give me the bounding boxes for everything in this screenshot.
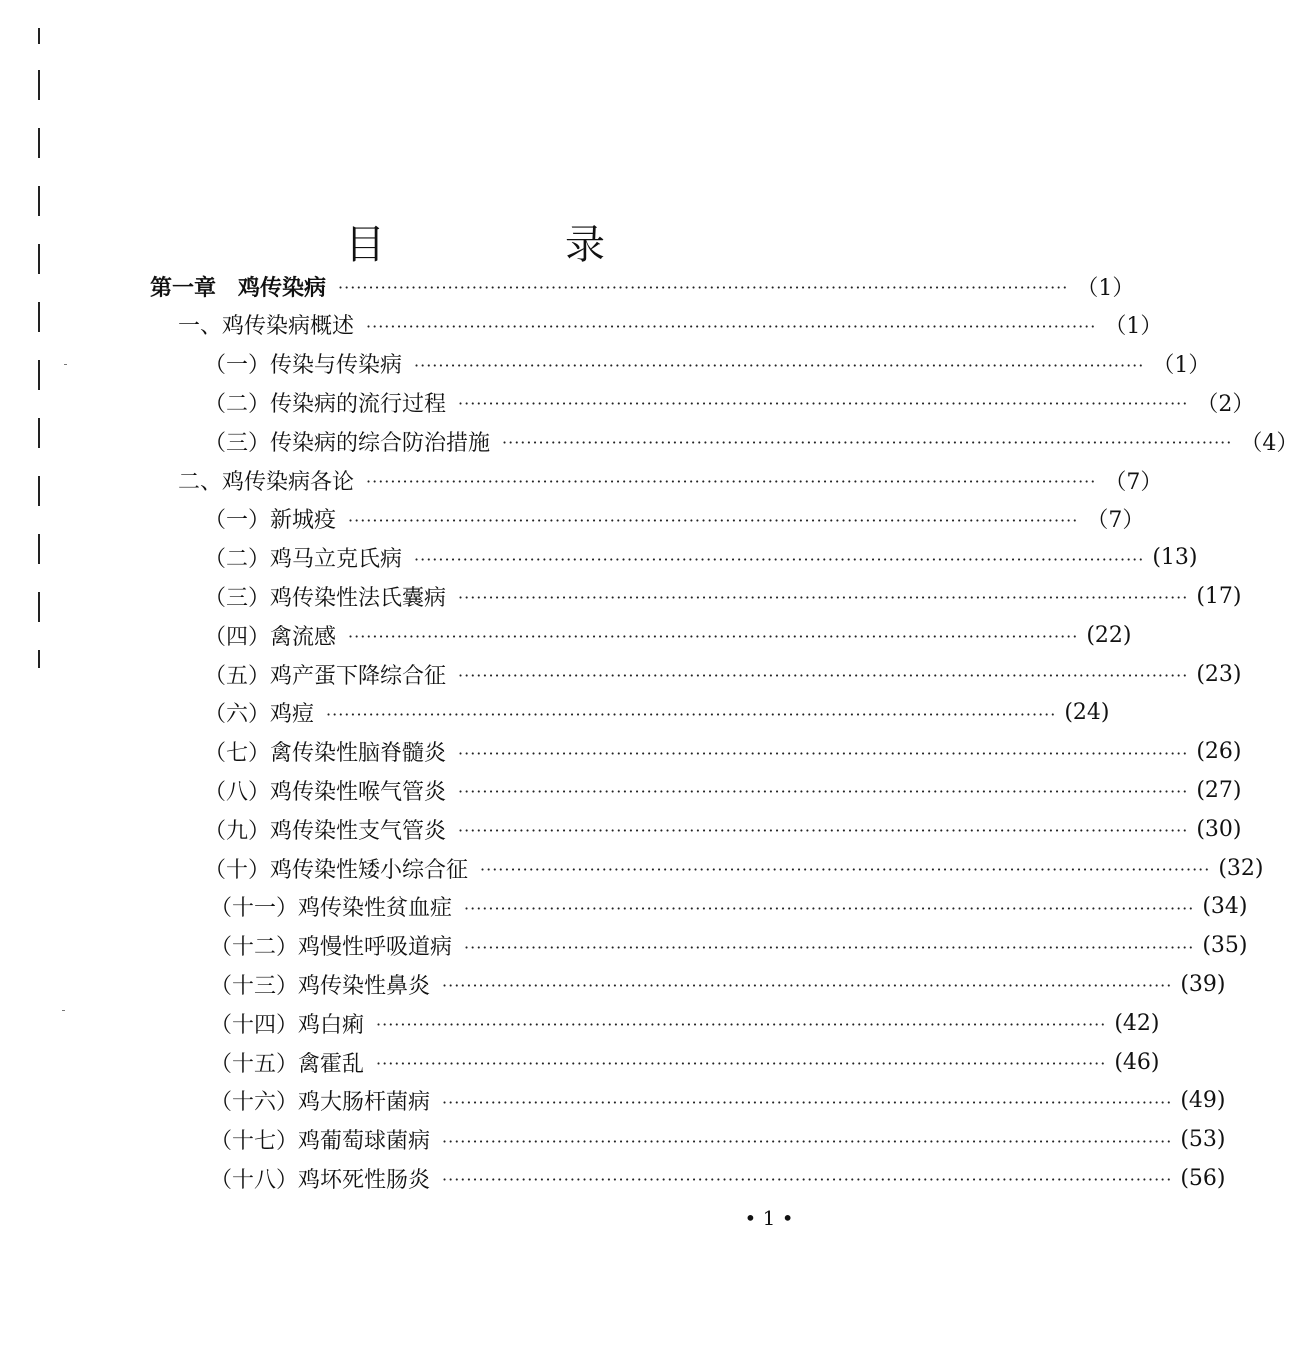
toc-entry-page: (30) [1196,816,1242,842]
toc-subsection-entry [210,889,1248,925]
toc-subsection-entry [204,423,1298,459]
dot-leader: ························································································································ [502,433,1233,453]
toc-entry-title: （十一）鸡传染性贫血症 [210,896,453,922]
toc-entry-title: （一）传染与传染病 [204,353,403,379]
toc-entry-page: (23) [1196,661,1242,687]
toc-subsection-entry [204,695,1110,731]
toc-subsection-entry [204,656,1242,692]
dot-leader: ························································································································ [458,666,1189,685]
toc-entry-title: （十五）禽霍乱 [210,1051,365,1077]
toc-entry-page: (32) [1218,855,1264,881]
dot-leader: ························································································································ [442,1131,1173,1151]
toc-entry-page: (35) [1202,933,1248,959]
dot-leader: ························································································································ [376,1015,1107,1035]
dot-leader: ························································································································ [376,1054,1107,1073]
toc-subsection-entry [204,772,1242,808]
toc-subsection-entry [210,1160,1226,1196]
toc-entry-title: （十）鸡传染性矮小综合征 [204,857,469,883]
toc-subsection-entry [210,1005,1160,1041]
toc-subsection-entry [204,617,1132,653]
toc-section-entry [178,462,1163,498]
toc-subsection-entry [210,928,1248,964]
toc-entry-title: 第一章 鸡传染病 [150,275,327,301]
toc-entry-page: （1） [1076,275,1135,301]
dot-leader: ························································································································ [464,937,1195,957]
dot-leader: ························································································································ [464,898,1195,918]
toc-subsection-entry [210,1122,1226,1158]
toc-subsection-entry [204,346,1211,382]
toc-entry-title: （六）鸡痘 [204,702,315,728]
dot-leader: ························································································································ [458,743,1189,763]
toc-entry-title: （十八）鸡坏死性肠炎 [210,1167,431,1193]
toc-subsection-entry [210,966,1226,1002]
toc-entry-page: （4） [1240,430,1298,456]
dot-leader: ························································································································ [366,316,1097,336]
toc-entry-page: (56) [1180,1165,1226,1191]
dot-leader: ························································································································ [338,278,1069,297]
toc-entry-title: （一）新城疫 [204,508,337,534]
toc-entry-title: （二）鸡马立克氏病 [204,547,403,573]
toc-subsection-entry [204,850,1264,886]
toc-entry-title: （二）传染病的流行过程 [204,391,447,417]
toc-entry-title: （八）鸡传染性喉气管炎 [204,779,447,805]
toc-entry-page: (24) [1064,700,1110,726]
scan-speck [64,364,67,365]
toc-entry-title: （三）鸡传染性法氏囊病 [204,585,447,611]
toc-entry-page: (39) [1180,971,1226,997]
dot-leader: ························································································································ [458,821,1189,841]
toc-subsection-entry [204,540,1198,576]
dot-leader: ························································································································ [366,472,1097,491]
toc-entry-title: （十二）鸡慢性呼吸道病 [210,935,453,961]
toc-subsection-entry [204,734,1242,770]
binding-marks [0,0,60,1345]
dot-leader: ························································································································ [348,627,1079,647]
toc-entry-page: （7） [1086,508,1145,534]
toc-entry-title: （三）传染病的综合防治措施 [204,430,491,456]
dot-leader: ························································································································ [326,704,1057,724]
dot-leader: ························································································································ [442,1092,1173,1112]
toc-subsection-entry [204,811,1242,847]
toc-entry-page: （7） [1104,469,1163,495]
toc-entry-page: （2） [1196,391,1255,417]
toc-entry-page: (49) [1180,1088,1226,1114]
toc-entry-title: （四）禽流感 [204,624,337,650]
toc-entry-page: （1） [1104,314,1163,340]
toc-entry-page: (17) [1196,583,1242,609]
toc-entry-title: （九）鸡传染性支气管炎 [204,818,447,844]
toc-entry-page: (46) [1114,1049,1160,1075]
toc-entry-page: (53) [1180,1127,1226,1153]
toc-entry-title: （十六）鸡大肠杆菌病 [210,1090,431,1116]
dot-leader: ························································································································ [442,976,1173,996]
toc-entry-title: （五）鸡产蛋下降综合征 [204,663,447,689]
dot-leader: ························································································································ [414,549,1145,569]
toc-entry-title: （十三）鸡传染性鼻炎 [210,973,431,999]
toc-chapter-entry [150,268,1135,304]
toc-entry-title: （十四）鸡白痢 [210,1012,365,1038]
page-title: 目 录 [345,221,675,268]
toc-subsection-entry [204,578,1242,614]
toc-entry-page: (26) [1196,739,1242,765]
toc-entry-title: （七）禽传染性脑脊髓炎 [204,741,447,767]
toc-entry-title: 一、鸡传染病概述 [178,314,355,340]
dot-leader: ························································································································ [458,782,1189,802]
dot-leader: ························································································································ [414,355,1145,375]
dot-leader: ························································································································ [458,588,1189,608]
dot-leader: ························································································································ [458,394,1189,414]
toc-section-entry [178,307,1163,343]
toc-entry-page: (42) [1114,1010,1160,1036]
dot-leader: ························································································································ [480,860,1211,879]
toc-subsection-entry [204,384,1255,420]
toc-entry-title: （十七）鸡葡萄球菌病 [210,1129,431,1155]
toc-entry-page: (27) [1196,777,1242,803]
page-number: • 1 • [744,1206,794,1230]
toc-subsection-entry [204,501,1145,537]
toc-entry-page: (13) [1152,545,1198,571]
dot-leader: ························································································································ [442,1170,1173,1190]
scan-speck [62,1010,65,1011]
toc-entry-title: 二、鸡传染病各论 [178,469,355,495]
toc-entry-page: (22) [1086,622,1132,648]
toc-entry-page: （1） [1152,353,1211,379]
toc-entry-page: (34) [1202,894,1248,920]
toc-subsection-entry [210,1044,1160,1080]
dot-leader: ························································································································ [348,510,1079,530]
toc-subsection-entry [210,1083,1226,1119]
